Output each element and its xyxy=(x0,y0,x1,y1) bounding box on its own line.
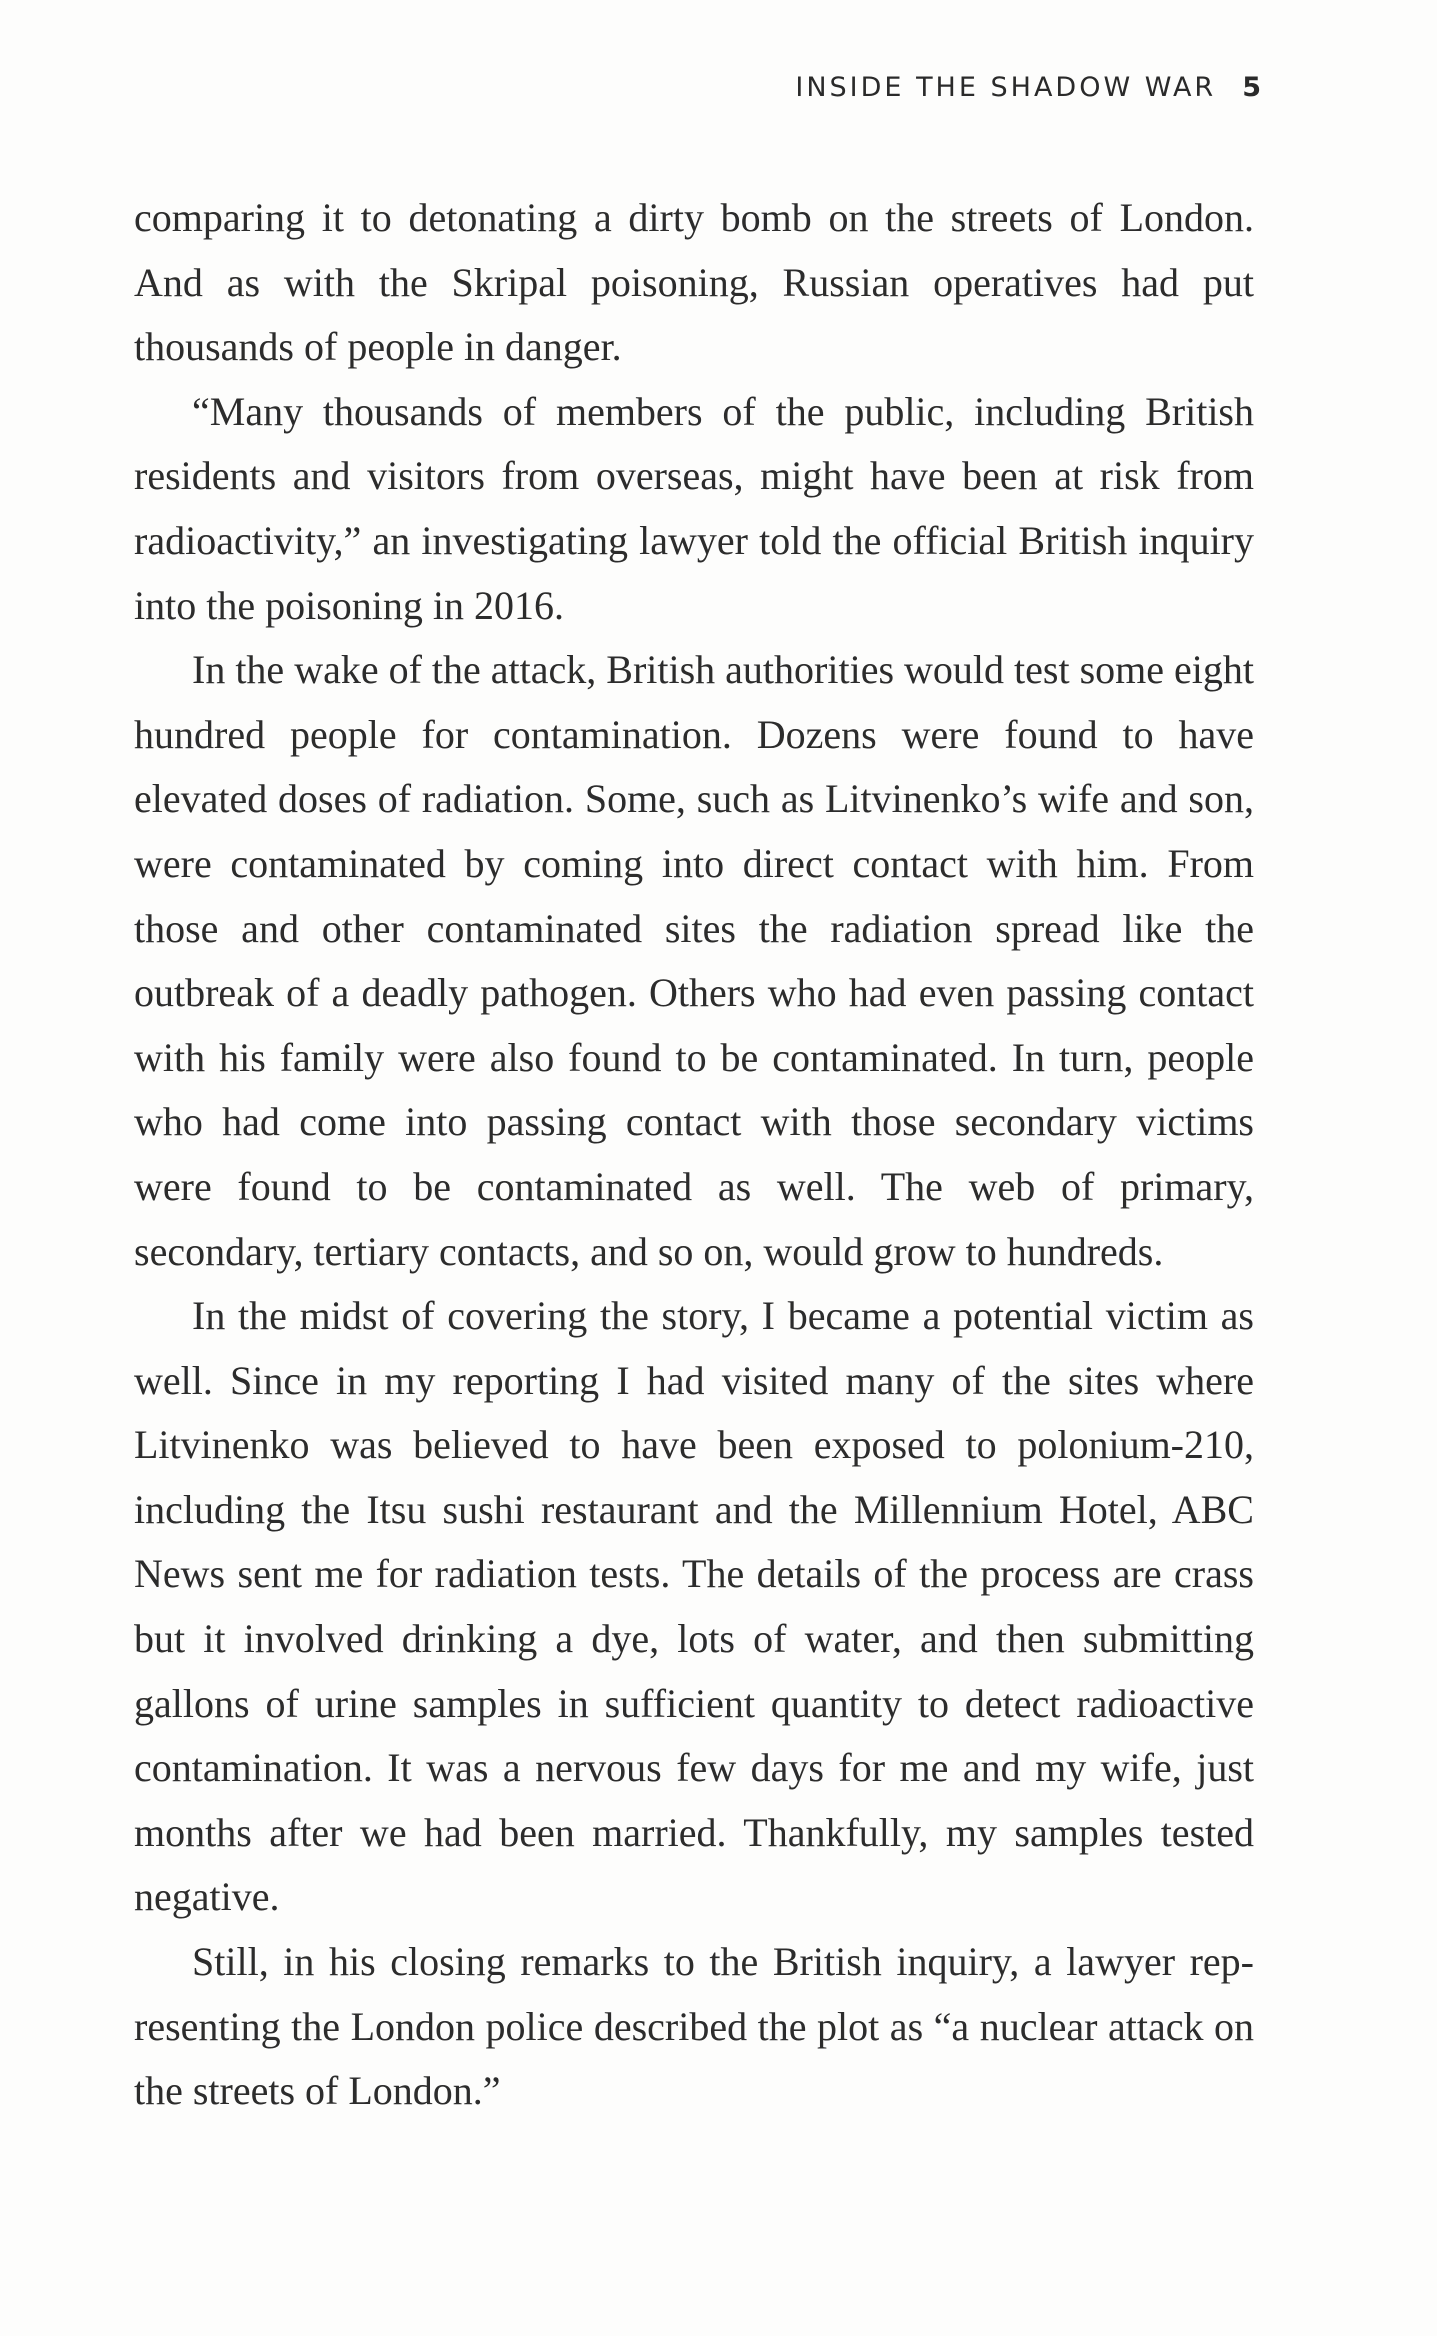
paragraph: “Many thousands of members of the public, including British residents and visitors from overseas, might have been at risk from radioactivity,” an investigating lawyer told the official British inquiry into the poisoning in 2016. xyxy=(134,388,1254,628)
page-number: 5 xyxy=(1242,72,1261,103)
paragraph: comparing it to detonating a dirty bomb on the streets of London. And as with the Skripal poisoning, Russian operatives had put thousands of people in danger. xyxy=(134,195,1254,370)
running-head xyxy=(795,72,1261,103)
paragraph: In the wake of the attack, British authorities would test some eight hundred people for contamination. Dozens were found to have elevated doses of radiation. Some, such as Litvinenko’s wife and son, were contaminated by coming into direct contact with him. From those and other contaminated sites the radiation spread like the outbreak of a deadly pathogen. Others who had even passing contact with his family were also found to be contaminated. In turn, people who had come into passing contact with those secondary victims were found to be contaminated as well. The web of primary, secondary, tertiary contacts, and so on, would grow to hundreds. xyxy=(134,647,1254,1274)
running-title: INSIDE THE SHADOW WAR xyxy=(795,72,1217,103)
body-text xyxy=(134,186,1254,2124)
paragraph: In the midst of covering the story, I became a potential victim as well. Since in my reporting I had visited many of the sites where Litvinenko was believed to have been exposed to polonium-210, including the Itsu sushi restaurant and the Millennium Hotel, ABC News sent me for radiation tests. The details of the process are crass but it involved drinking a dye, lots of water, and then submitting gallons of urine samples in sufficient quantity to detect radioactive contamination. It was a nervous few days for me and my wife, just months after we had been married. Thankfully, my samples tested negative. xyxy=(134,1293,1254,1920)
paragraph: Still, in his closing remarks to the British inquiry, a lawyer representing the London police described the plot as “a nuclear attack on the streets of London.” xyxy=(134,1939,1254,2114)
